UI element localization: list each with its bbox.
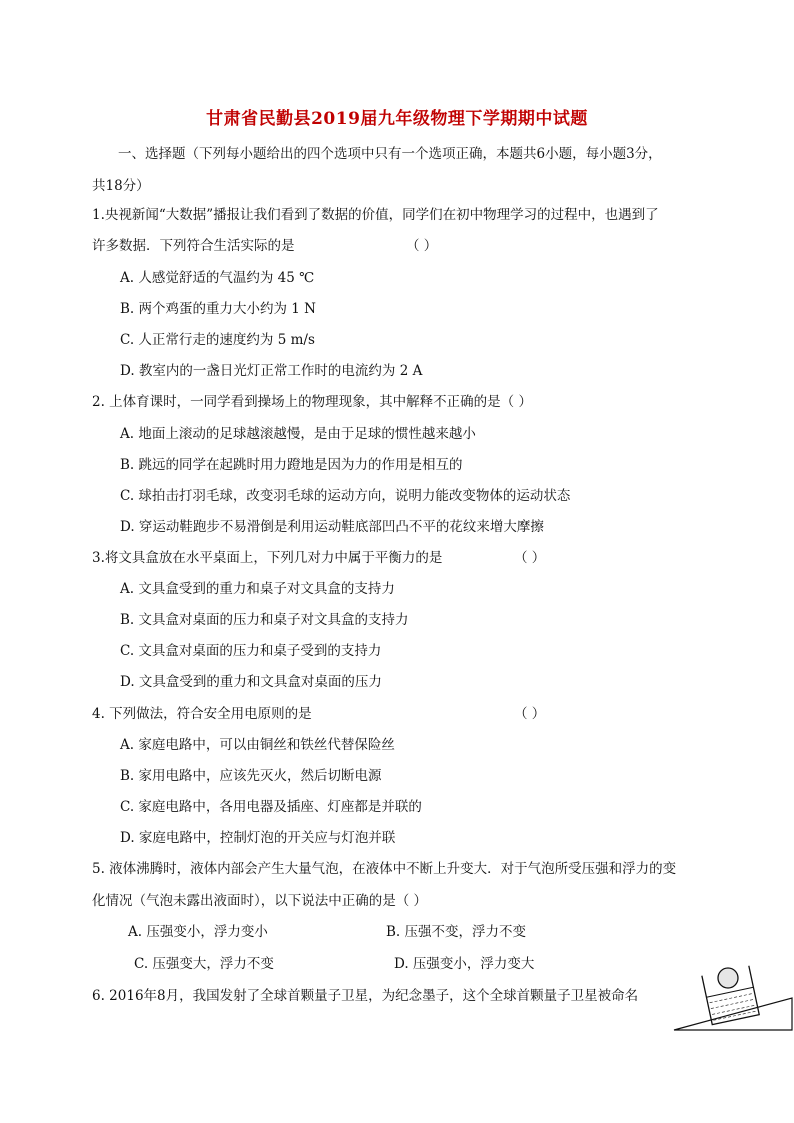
question-3-answer-bracket: （ ） bbox=[514, 550, 546, 566]
question-5-option-d: D. 压强变小，浮力变大 bbox=[394, 956, 535, 972]
question-3-line1: 3.将文具盒放在水平桌面上，下列几对力中属于平衡力的是 bbox=[92, 550, 443, 566]
page-title: 甘肃省民勤县2019届九年级物理下学期期中试题 bbox=[206, 109, 588, 129]
question-4-line1: 4. 下列做法，符合安全用电原则的是 bbox=[92, 706, 312, 722]
question-1-line2: 许多数据．下列符合生活实际的是 bbox=[92, 238, 295, 254]
inclined-beaker-diagram bbox=[672, 958, 794, 1034]
question-3-option-b: B. 文具盒对桌面的压力和桌子对文具盒的支持力 bbox=[120, 612, 409, 628]
question-4-option-a: A. 家庭电路中，可以由铜丝和铁丝代替保险丝 bbox=[120, 737, 395, 753]
question-5-option-c: C. 压强变大，浮力不变 bbox=[134, 956, 274, 972]
question-2-option-b: B. 跳远的同学在起跳时用力蹬地是因为力的作用是相互的 bbox=[120, 457, 463, 473]
question-1-line1: 1.央视新闻“大数据”播报让我们看到了数据的价值，同学们在初中物理学习的过程中，也遇到了 bbox=[92, 207, 659, 223]
question-3-option-a: A. 文具盒受到的重力和桌子对文具盒的支持力 bbox=[120, 581, 395, 597]
question-2-option-c: C. 球拍击打羽毛球，改变羽毛球的运动方向，说明力能改变物体的运动状态 bbox=[120, 488, 571, 504]
question-2-option-a: A. 地面上滚动的足球越滚越慢，是由于足球的惯性越来越小 bbox=[120, 426, 476, 442]
question-4-answer-bracket: （ ） bbox=[514, 706, 546, 722]
question-3-option-c: C. 文具盒对桌面的压力和桌子受到的支持力 bbox=[120, 643, 382, 659]
question-3-option-d: D. 文具盒受到的重力和文具盒对桌面的压力 bbox=[120, 674, 382, 690]
question-4-option-c: C. 家庭电路中，各用电器及插座、灯座都是并联的 bbox=[120, 799, 422, 815]
question-1-answer-bracket: （ ） bbox=[406, 238, 438, 254]
question-4-option-d: D. 家庭电路中，控制灯泡的开关应与灯泡并联 bbox=[120, 830, 396, 846]
floating-ball bbox=[718, 968, 738, 988]
question-5-line1: 5. 液体沸腾时，液体内部会产生大量气泡，在液体中不断上升变大．对于气泡所受压强和浮力的变 bbox=[92, 861, 677, 877]
question-4-option-b: B. 家用电路中，应该先灭火，然后切断电源 bbox=[120, 768, 382, 784]
question-1-option-b: B. 两个鸡蛋的重力大小约为 1 N bbox=[120, 301, 316, 317]
question-1-option-c: C. 人正常行走的速度约为 5 m/s bbox=[120, 332, 315, 348]
question-5-option-a: A. 压强变小，浮力变小 bbox=[128, 924, 268, 940]
section-heading-line2: 共18分） bbox=[92, 178, 150, 194]
question-2-option-d: D. 穿运动鞋跑步不易滑倒是利用运动鞋底部凹凸不平的花纹来增大摩擦 bbox=[120, 519, 544, 535]
incline-plane bbox=[674, 998, 792, 1030]
question-1-option-d: D. 教室内的一盏日光灯正常工作时的电流约为 2 A bbox=[120, 363, 423, 379]
section-heading-line1: 一、选择题（下列每小题给出的四个选项中只有一个选项正确，本题共6小题，每小题3分， bbox=[118, 146, 662, 162]
question-2-line1: 2. 上体育课时，一同学看到操场上的物理现象，其中解释不正确的是（ ） bbox=[92, 394, 532, 410]
question-5-option-b: B. 压强不变，浮力不变 bbox=[386, 924, 527, 940]
question-6-line1: 6. 2016年8月，我国发射了全球首颗量子卫星，为纪念墨子，这个全球首颗量子卫星被命名 bbox=[92, 988, 639, 1004]
question-5-line2: 化情况（气泡未露出液面时），以下说法中正确的是（ ） bbox=[92, 893, 428, 909]
question-1-option-a: A. 人感觉舒适的气温约为 45 ℃ bbox=[120, 270, 315, 286]
